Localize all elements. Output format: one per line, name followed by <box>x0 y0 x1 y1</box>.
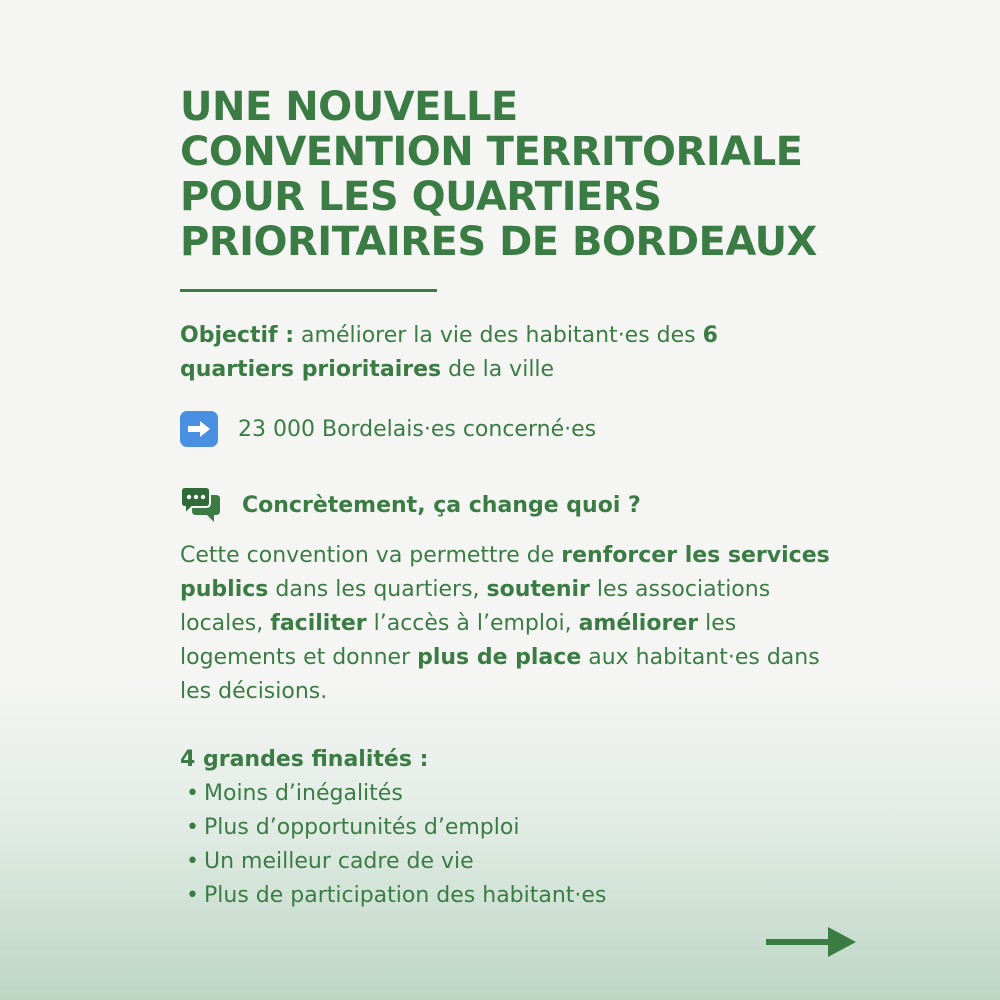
finalites-heading-text: 4 grandes finalités : <box>180 747 429 772</box>
title-divider <box>180 289 437 292</box>
list-item-text: Un meilleur cadre de vie <box>204 849 474 874</box>
bullet: • <box>186 849 199 874</box>
paragraph-text: aux habitant·es dans les décisions. <box>180 645 820 704</box>
convention-paragraph <box>180 539 830 709</box>
page-title <box>180 85 830 265</box>
list-item <box>186 811 830 845</box>
bullet: • <box>186 815 199 840</box>
list-item-text: Plus de participation des habitant·es <box>204 883 607 908</box>
concerned-row <box>180 411 830 447</box>
right-arrow-icon <box>766 925 858 959</box>
right-arrow-emoji-icon <box>180 411 218 447</box>
paragraph-text: dans les quartiers, <box>268 577 487 602</box>
speech-bubbles-icon <box>180 485 222 525</box>
question-row <box>180 485 830 525</box>
objective-text-before: améliorer la vie des habitant·es des <box>294 323 703 348</box>
next-slide-button[interactable] <box>766 925 858 959</box>
concerned-text: 23 000 Bordelais·es concerné·es <box>238 416 597 442</box>
paragraph-text: les logements et donner <box>180 611 737 670</box>
paragraph-emphasis: plus de place <box>417 645 582 670</box>
list-item <box>186 777 830 811</box>
right-arrow-emoji-glyph <box>186 419 212 439</box>
list-item-text: Plus d’opportunités d’emploi <box>204 815 520 840</box>
question-text: Concrètement, ça change quoi ? <box>242 492 641 518</box>
list-item <box>186 845 830 879</box>
paragraph-emphasis: renforcer les services publics <box>180 543 830 602</box>
objective-text-after: de la ville <box>441 357 555 382</box>
title-line: CONVENTION TERRITORIALE <box>180 129 803 175</box>
list-item <box>186 879 830 913</box>
finalites-list <box>180 777 830 913</box>
finalites-heading <box>180 743 830 777</box>
paragraph-emphasis: faciliter <box>270 611 367 636</box>
title-line: UNE NOUVELLE <box>180 84 518 130</box>
objective-bold-phrase: 6 quartiers prioritaires <box>180 323 718 382</box>
title-line: POUR LES QUARTIERS <box>180 174 662 220</box>
list-item-text: Moins d’inégalités <box>204 781 403 806</box>
bullet: • <box>186 883 199 908</box>
slide-content <box>180 85 830 913</box>
paragraph-text: les associations locales, <box>180 577 771 636</box>
objective-text <box>180 319 830 387</box>
paragraph-text: l’accès à l’emploi, <box>366 611 579 636</box>
bullet: • <box>186 781 199 806</box>
paragraph-emphasis: soutenir <box>486 577 590 602</box>
title-line: PRIORITAIRES DE BORDEAUX <box>180 219 817 265</box>
objective-label: Objectif : <box>180 323 295 348</box>
paragraph-text: Cette convention va permettre de <box>180 543 562 568</box>
paragraph-emphasis: améliorer <box>578 611 699 636</box>
